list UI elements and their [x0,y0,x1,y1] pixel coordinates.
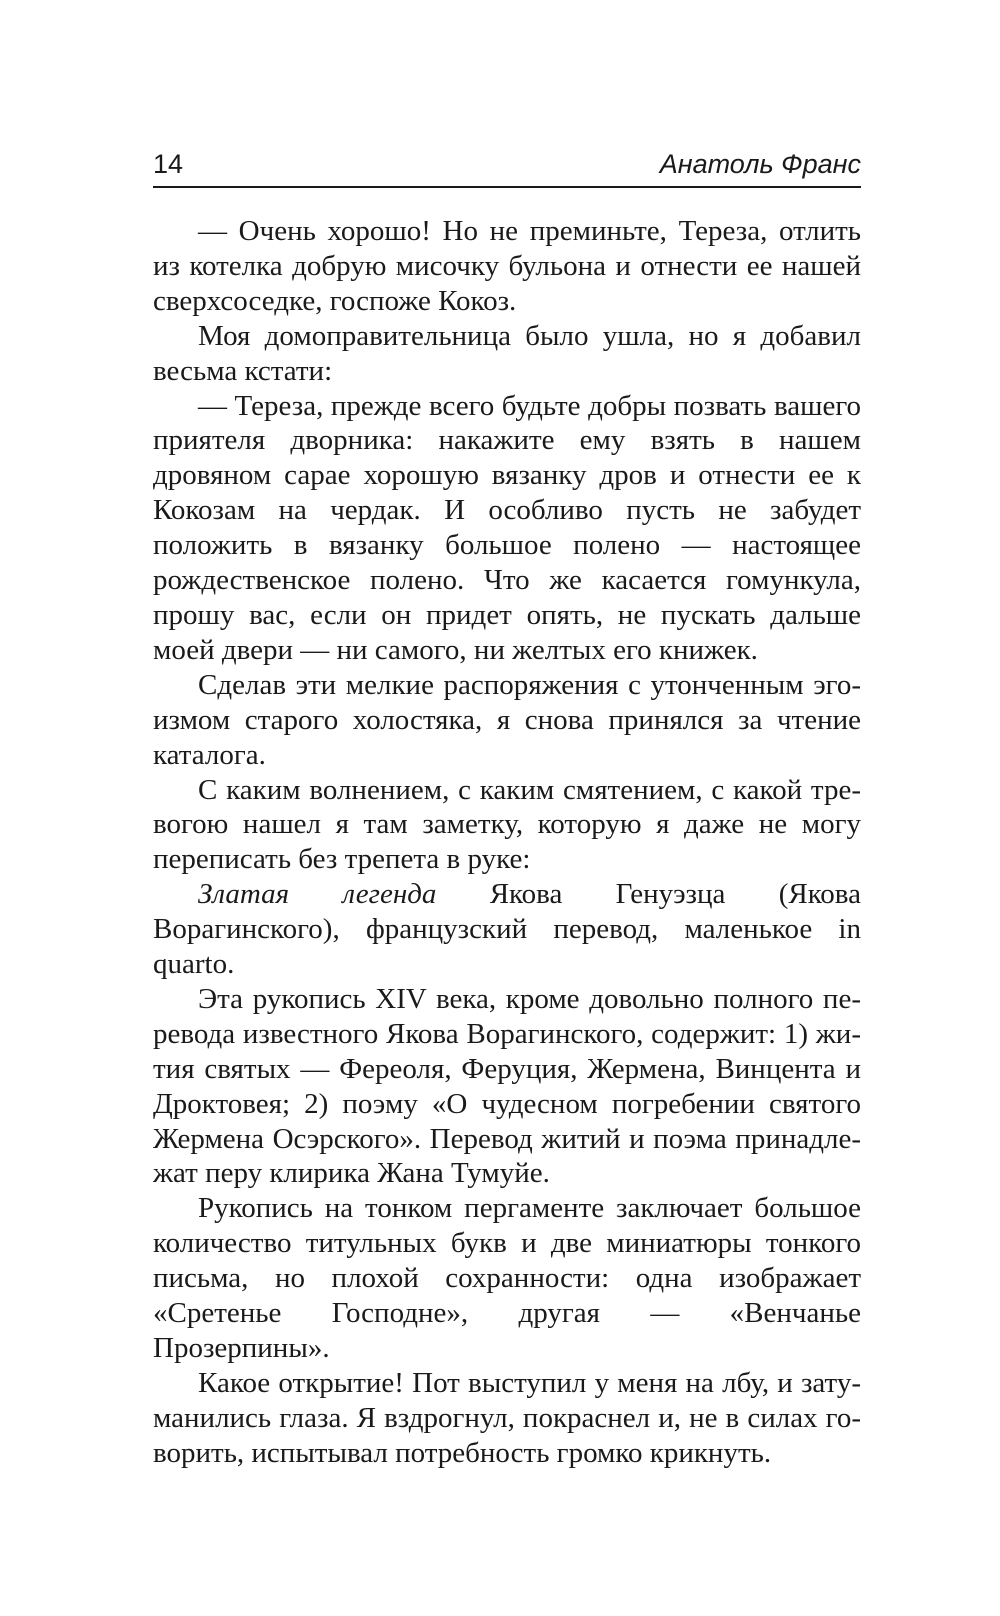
paragraph-6: Эта рукопись XIV века, кроме довольно полного перевода известного Якова Ворагинского, содержит: 1) жития святых — Фереоля, Феруция, Жермена, Винцента и Дроктовея; 2) поэму «О чудесном погребении святого Жермена Осэрского». Перевод житий и поэма принадлежат перу клирика Жана Тумуйе. [153,982,861,1190]
body-text [153,214,861,1471]
running-head [153,142,861,188]
paragraph-7: Рукопись на тонком пергаменте заключает большое количество титульных букв и две миниатюры тонкого письма, но плохой сохранности: одна изображает «Сретенье Господне», другая — «Венчанье Прозерпины». [153,1192,861,1364]
paragraph-2: Моя домоправительница было ушла, но я добавил весьма кстати: [153,319,861,387]
paragraph-4: Сделав эти мелкие распоряжения с утонченным эгоизмом старого холостяка, я снова принялся за чтение каталога. [153,668,861,771]
book-page [153,0,861,1616]
catalog-entry-rest: Якова Генуэзца (Якова Ворагинского), французский перевод, маленькое in quarto. [153,878,861,981]
paragraph-5: С каким волнением, с каким смятением, с какой тревогою нашел я там заметку, которую я даже не могу переписать без трепета в руке: [153,773,861,876]
paragraph-3: — Тереза, прежде всего будьте добры позвать вашего приятеля дворника: накажите ему взять в нашем дровяном сарае хорошую вязанку дров и отнести ее к Кокозам на чердак. И особливо пусть не забудет положить в вязанку большое полено — настоящее рождественское полено. Что же касается гомункула, прошу вас, если он придет опять, не пускать дальше моей двери — ни самого, ни желтых его книжек. [153,389,861,666]
paragraph-8: Какое открытие! Пот выступил у меня на лбу, и затуманились глаза. Я вздрогнул, покраснел и, не в силах говорить, испытывал потребность громко крикнуть. [153,1366,861,1469]
paragraph-1: — Очень хорошо! Но не преминьте, Тереза, отлить из котелка добрую мисочку бульона и отнести ее нашей сверхсоседке, госпоже Кокоз. [153,215,861,317]
page-number: 14 [153,149,184,179]
catalog-entry-title: Златая легенда [198,878,437,911]
running-title: Анатоль Франс [659,149,861,179]
catalog-entry [153,877,861,982]
